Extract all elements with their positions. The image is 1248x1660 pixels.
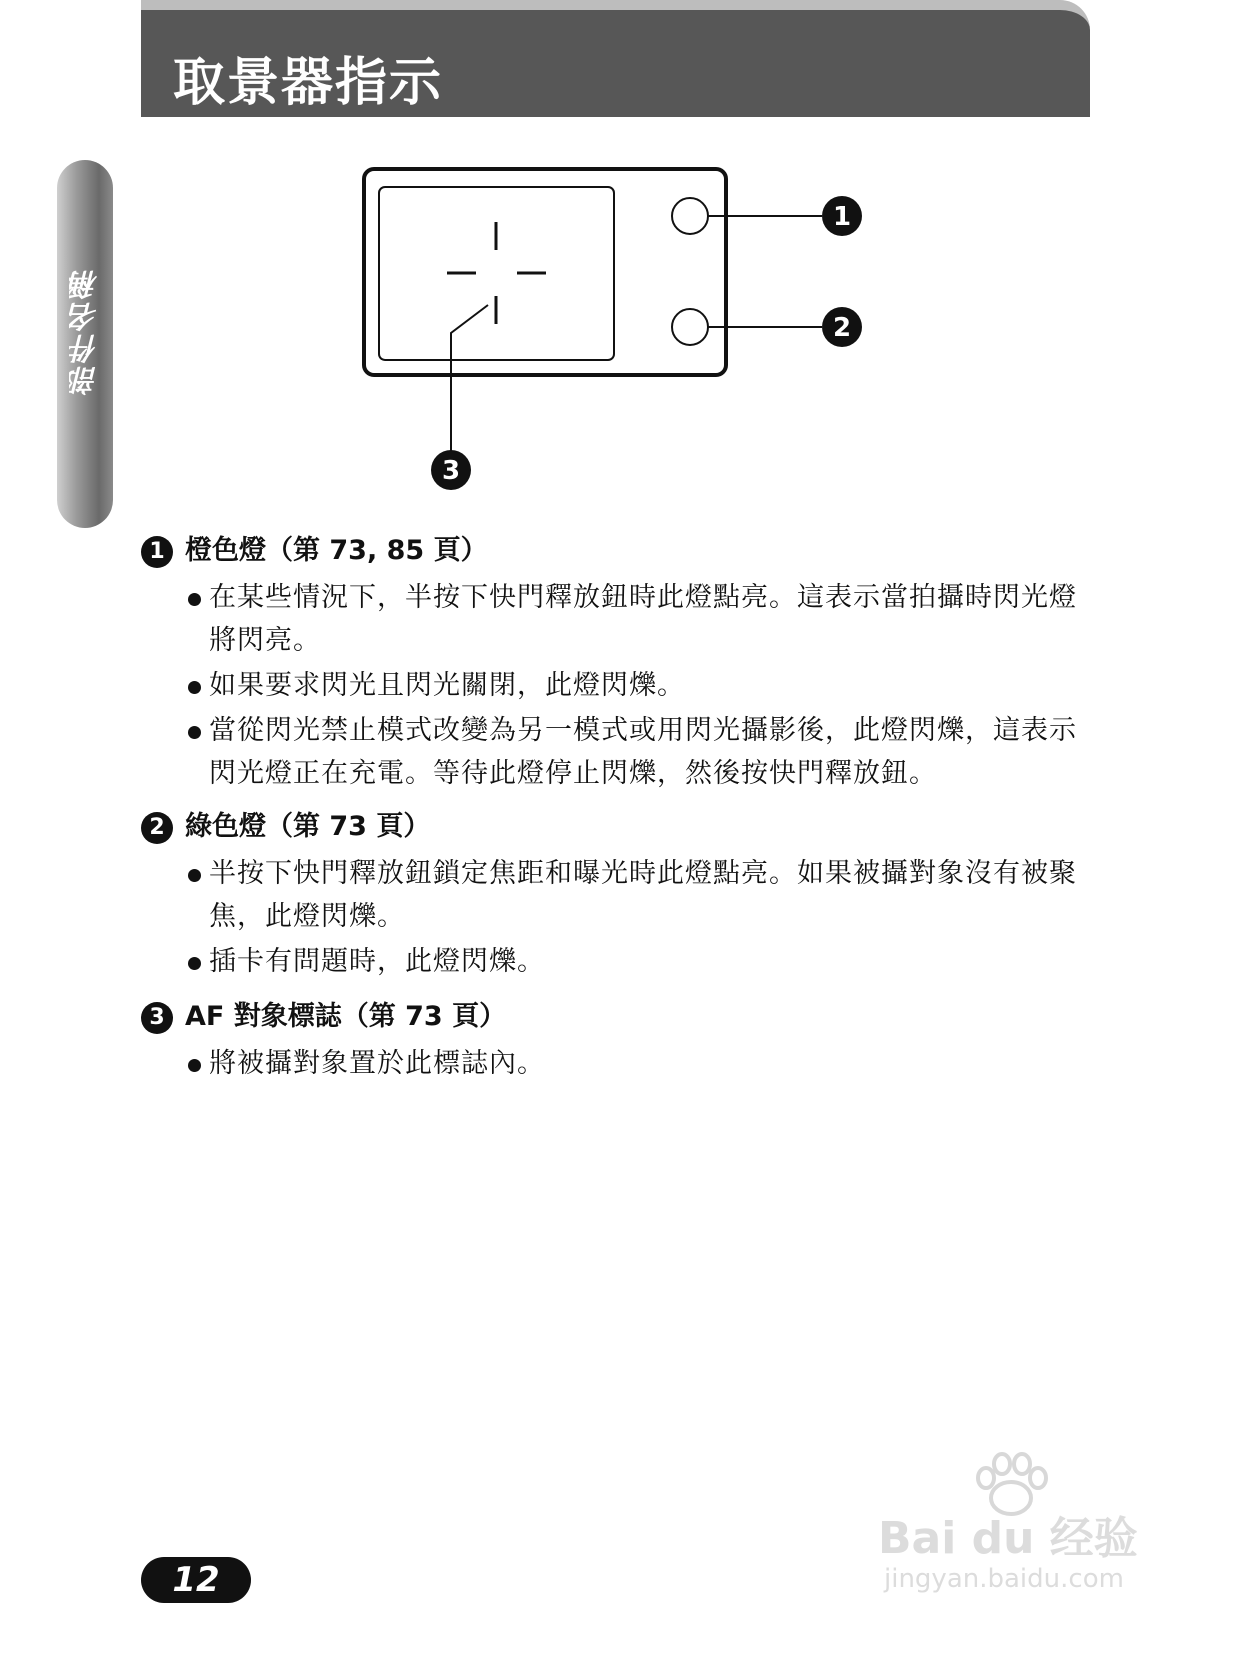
bullet-item: 將被攝對象置於此標誌內。 — [141, 1042, 1101, 1085]
callout-number-1: 1 — [832, 202, 852, 232]
orange-lamp — [672, 198, 708, 234]
af-target-mark — [447, 222, 546, 324]
section-heading — [141, 996, 1101, 1038]
section-green-lamp — [141, 806, 1101, 983]
watermark-url: jingyan.baidu.com — [884, 1564, 1124, 1594]
section-number-1: 1 — [141, 536, 173, 568]
section-title: 綠色燈（第 73 頁） — [185, 811, 431, 842]
section-title: 橙色燈（第 73, 85 頁） — [185, 535, 488, 566]
side-tab-label: 部件名稱 — [69, 268, 104, 396]
page-number: 12 — [141, 1557, 251, 1603]
section-number-3: 3 — [141, 1002, 173, 1034]
section-heading — [141, 530, 1101, 572]
viewfinder-diagram — [0, 0, 1248, 520]
callout-number-3: 3 — [441, 456, 461, 486]
section-orange-lamp — [141, 530, 1101, 795]
callout-line-3 — [451, 305, 488, 455]
section-number-2: 2 — [141, 812, 173, 844]
watermark-brand: Bai du 经验 — [878, 1513, 1138, 1564]
bullet-item: 插卡有問題時，此燈閃爍。 — [141, 940, 1101, 983]
section-heading — [141, 806, 1101, 848]
baidu-watermark — [876, 1450, 1176, 1610]
callout-number-2: 2 — [832, 313, 852, 343]
section-af-target — [141, 996, 1101, 1085]
bullet-item: 如果要求閃光且閃光關閉，此燈閃爍。 — [141, 664, 1101, 707]
viewfinder-screen — [379, 187, 614, 360]
bullet-item: 半按下快門釋放鈕鎖定焦距和曝光時此燈點亮。如果被攝對象沒有被聚焦，此燈閃爍。 — [141, 852, 1101, 938]
section-title: AF 對象標誌（第 73 頁） — [185, 1001, 507, 1032]
green-lamp — [672, 309, 708, 345]
page-title: 取景器指示 — [173, 53, 444, 113]
bullet-item: 在某些情況下，半按下快門釋放鈕時此燈點亮。這表示當拍攝時閃光燈將閃亮。 — [141, 576, 1101, 662]
bullet-item: 當從閃光禁止模式改變為另一模式或用閃光攝影後，此燈閃爍，這表示閃光燈正在充電。等待此燈停止閃爍，然後按快門釋放鈕。 — [141, 709, 1101, 795]
